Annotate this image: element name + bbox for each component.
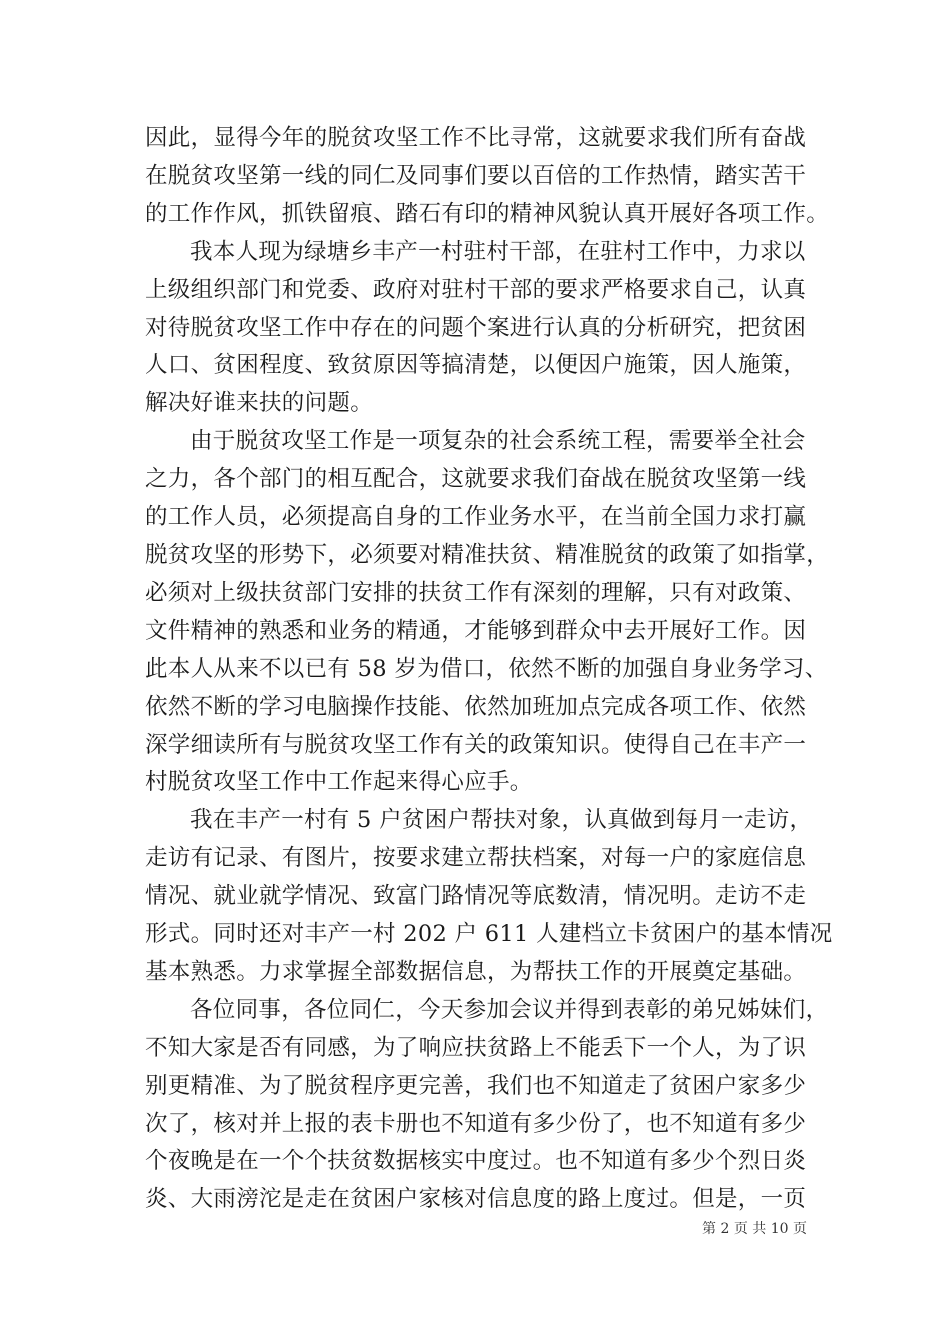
text-line: 在脱贫攻坚第一线的同仁及同事们要以百倍的工作热情，踏实苦干 [145, 162, 807, 189]
text-line: 对待脱贫攻坚工作中存在的问题个案进行认真的分析研究，把贫困 [145, 314, 807, 341]
text-line: 的工作作风，抓铁留痕、踏石有印的精神风貌认真开展好各项工作。 [145, 200, 830, 227]
text-line: 由于脱贫攻坚工作是一项复杂的社会系统工程，需要举全社会 [190, 428, 806, 455]
text-line: 此本人从来不以已有 58 岁为借口，依然不断的加强自身业务学习、 [145, 655, 828, 682]
paragraph [145, 234, 825, 424]
text-line: 我本人现为绿塘乡丰产一村驻村干部，在驻村工作中，力求以 [190, 238, 806, 265]
text-line: 之力，各个部门的相互配合，这就要求我们奋战在脱贫攻坚第一线 [145, 466, 807, 493]
text-line: 村脱贫攻坚工作中工作起来得心应手。 [145, 769, 533, 796]
paragraph [145, 802, 833, 992]
text-line: 个夜晚是在一个个扶贫数据核实中度过。也不知道有多少个烈日炎 [145, 1148, 807, 1175]
text-line: 不知大家是否有同感，为了响应扶贫路上不能丢下一个人，为了识 [145, 1034, 807, 1061]
page-number-footer: 第 2 页 共 10 页 [702, 1221, 807, 1237]
text-line: 情况、就业就学情况、致富门路情况等底数清，情况明。走访不走 [145, 883, 807, 910]
text-line: 别更精准、为了脱贫程序更完善，我们也不知道走了贫困户家多少 [145, 1072, 807, 1099]
text-line: 形式。同时还对丰产一村 202 户 611 人建档立卡贫困户的基本情况 [145, 921, 833, 948]
text-line: 深学细读所有与脱贫攻坚工作有关的政策知识。使得自己在丰产一 [145, 731, 807, 758]
text-line: 解决好谁来扶的问题。 [145, 390, 374, 417]
document-body [145, 120, 833, 1219]
text-line: 走访有记录、有图片，按要求建立帮扶档案，对每一户的家庭信息 [145, 845, 807, 872]
text-line: 炎、大雨滂沱是走在贫困户家核对信息度的路上度过。但是，一页 [145, 1186, 807, 1213]
paragraph [145, 423, 830, 802]
text-line: 上级组织部门和党委、政府对驻村干部的要求严格要求自己，认真 [145, 276, 807, 303]
text-line: 的工作人员，必须提高自身的工作业务水平，在当前全国力求打赢 [145, 504, 807, 531]
text-line: 我在丰产一村有 5 户贫困户帮扶对象，认真做到每月一走访， [190, 807, 813, 834]
text-line: 人口、贫困程度、致贫原因等搞清楚，以便因户施策，因人施策， [145, 352, 807, 379]
text-line: 次了，核对并上报的表卡册也不知道有多少份了，也不知道有多少 [145, 1110, 807, 1137]
text-line: 基本熟悉。力求掌握全部数据信息，为帮扶工作的开展奠定基础。 [145, 958, 807, 985]
text-line: 脱贫攻坚的形势下，必须要对精准扶贫、精准脱贫的政策了如指掌， [145, 541, 830, 568]
paragraph [145, 120, 830, 234]
text-line: 依然不断的学习电脑操作技能、依然加班加点完成各项工作、依然 [145, 693, 807, 720]
text-line: 文件精神的熟悉和业务的精通，才能够到群众中去开展好工作。因 [145, 617, 807, 644]
text-line: 必须对上级扶贫部门安排的扶贫工作有深刻的理解，只有对政策、 [145, 579, 807, 606]
text-line: 各位同事，各位同仁，今天参加会议并得到表彰的弟兄姊妹们， [190, 996, 829, 1023]
paragraph [145, 992, 829, 1219]
text-line: 因此，显得今年的脱贫攻坚工作不比寻常，这就要求我们所有奋战 [145, 125, 807, 151]
